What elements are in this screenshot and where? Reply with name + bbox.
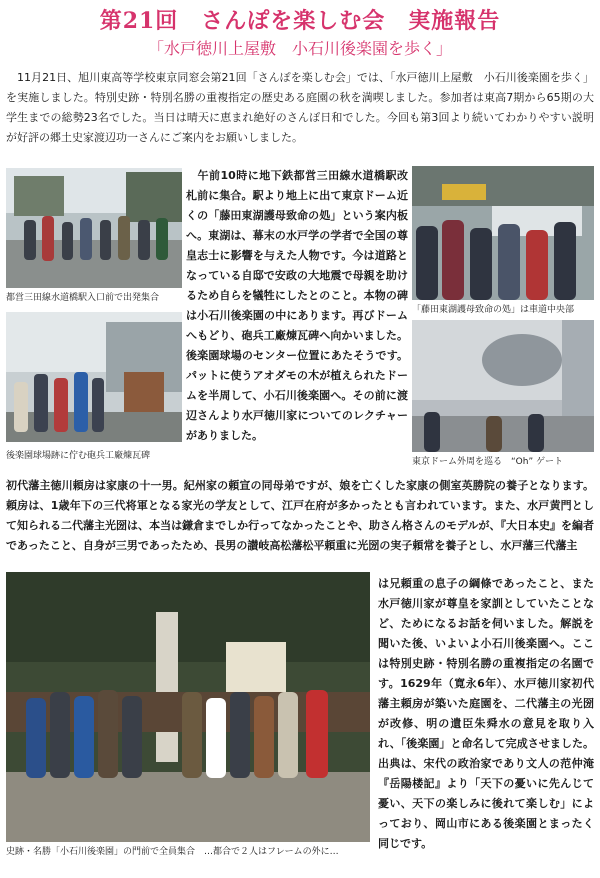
photo5-caption: 史跡・名勝「小石川後楽園」の門前で全員集合 …都合で２人はフレームの外に… — [6, 847, 339, 857]
photo2-caption: 後楽園球場跡に佇む砲兵工廠煉瓦碑 — [6, 451, 151, 461]
photo-group-at-gate — [6, 572, 370, 842]
photo-station-gathering — [6, 168, 182, 288]
photo-toko-sign — [412, 166, 594, 300]
page-subtitle: 「水戸徳川上屋敷 小石川後楽園を歩く」 — [147, 39, 452, 58]
lower-paragraph: 初代藩主徳川頼房は家康の十一男。紀州家の頼宣の同母弟ですが、娘を亡くした家康の側室英勝院の養子となります。頼房は、1歳年下の三代将軍となる家光の学友として、江戸在府が多かったとも言われています。また、水戸黄門として知られる二代藩主光圀は、本当は鎌倉までしか行ってなかったことや、助さん格さんのモデルが、『大日本史』を編者であったこと、自身が三男であったため、長男の讃岐高松藩松平頼重に光圀の実子頼常を養子とし、水戸藩三代藩主 — [6, 479, 594, 552]
right-paragraph: は兄頼重の息子の綱條であったこと、また水戸徳川家が尊皇を家訓としていたことなど、ためになるお話を伺いました。解説を聞いた後、いよいよ小石川後楽園へ。ここは特別史跡・特別名勝の重複指定の名園です。1629年（寛永6年）、水戸徳川家初代藩主頼房が築いた庭園を、二代藩主の光圀が改修、明の遺臣朱舜水の意見を取り入れ、「後楽園」と命名して完成させました。出典は、宋代の政治家であり文人の范仲淹『岳陽楼記』より「天下の憂いに先んじて憂い、天下の楽しみに後れて楽しむ」によっており、岡山市にある後楽園とまったく同じです。 — [378, 577, 594, 850]
photo4-caption: 東京ドーム外周を巡る “Oh” ゲート — [412, 457, 563, 467]
photo-brick-monument — [6, 312, 182, 442]
page-title: 第21回 さんぽを楽しむ会 実施報告 — [99, 8, 501, 34]
photo3-caption: 「藤田東湖護母致命の処」は車道中央部 — [412, 305, 575, 315]
photo1-caption: 都営三田線水道橋駅入口前で出発集合 — [6, 293, 160, 303]
intro-paragraph: 11月21日、旭川東高等学校東京同窓会第21回「さんぽを楽しむ会」では、「水戸徳川上屋敷 小石川後楽園を歩く」を実施しました。特別史跡・特別名勝の重複指定の歴史ある庭園の秋を満喫しました。参加者は東高7期から65期の大学生までの総勢23名でした。当日は晴天に恵まれ絶好のさんぽ日和でした。今回も第3回より続いてわかりやすい説明が好評の郷土史家渡辺功一さんにご案内をお願いしました。 — [6, 71, 594, 144]
middle-paragraph: 午前10時に地下鉄都営三田線水道橋駅改札前に集合。駅より地上に出て東京ドーム近くの「藤田東湖護母致命の処」という案内板へ。東湖は、幕末の水戸学の学者で全国の尊皇志士に影響を与えた人物です。今は道路となっている自邸で安政の大地震で母親を助けるため自らを犠牲にしたとのこと。本物の碑は小石川後楽園の中にあります。再びドームへもどり、砲兵工廠煉瓦碑へ向かいました。後楽園球場のセンター位置にあたそうです。パットに使うアオダモの木が植えられたドームを半周して、小石川後楽園へ。その前に渡辺さんより水戸徳川家についてのレクチャーがありました。 — [186, 169, 408, 442]
photo-dome-gate — [412, 320, 594, 452]
